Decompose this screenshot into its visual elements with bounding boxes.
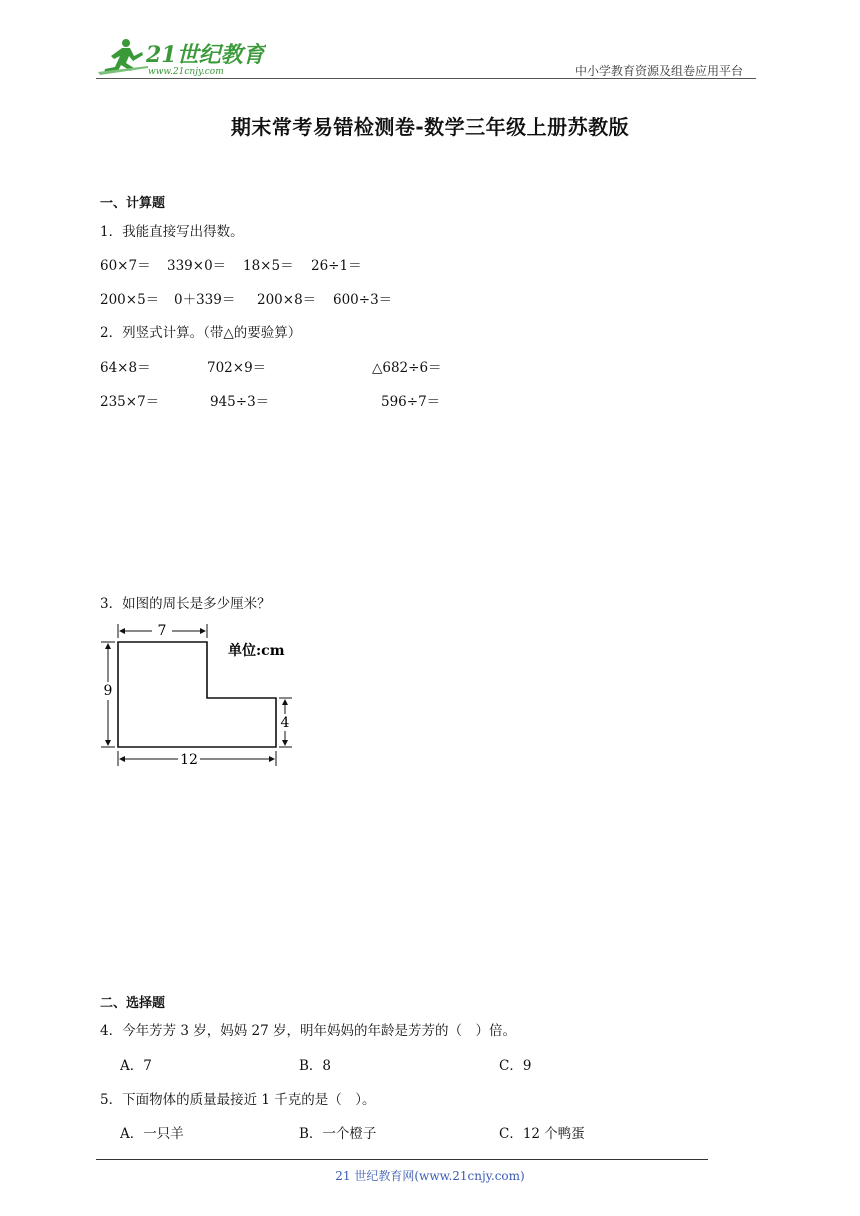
- q5-option-a[interactable]: A．一只羊: [120, 1126, 184, 1142]
- q1-item: 18×5＝: [243, 258, 294, 274]
- left-length-label: 9: [103, 683, 113, 699]
- q1-item: 339×0＝: [167, 258, 227, 274]
- logo-url: www.21cnjy.com: [148, 67, 224, 77]
- q2-item: △682÷6＝: [372, 360, 442, 376]
- q1-item: 200×5＝: [100, 292, 160, 308]
- unit-label: 单位:cm: [228, 643, 285, 659]
- q4-option-b[interactable]: B．8: [299, 1058, 332, 1074]
- q5-option-c[interactable]: C．12 个鸭蛋: [499, 1126, 585, 1142]
- logo-text: 21世纪教育: [146, 42, 265, 68]
- q1-item: 26÷1＝: [311, 258, 362, 274]
- section2-heading: 二、选择题: [100, 996, 166, 1011]
- header-divider: [96, 78, 756, 79]
- q1-item: 200×8＝: [257, 292, 317, 308]
- site-logo: [96, 36, 266, 78]
- l-shape-figure: [96, 620, 306, 770]
- right-length-label: 4: [280, 715, 290, 731]
- q2-item: 235×7＝: [100, 394, 160, 410]
- q2-stem: 2．列竖式计算。（带△的要验算）: [100, 325, 302, 341]
- section1-heading: 一、计算题: [100, 196, 166, 211]
- q2-item: 596÷7＝: [381, 394, 441, 410]
- q5-stem: 5．下面物体的质量最接近 1 千克的是（ ）。: [100, 1092, 376, 1108]
- bottom-length-label: 12: [180, 752, 198, 768]
- footer-link[interactable]: 21 世纪教育网(www.21cnjy.com): [335, 1169, 525, 1183]
- q2-item: 64×8＝: [100, 360, 151, 376]
- q2-item: 702×9＝: [207, 360, 267, 376]
- platform-name: 中小学教育资源及组卷应用平台: [575, 64, 744, 78]
- page-title: 期末常考易错检测卷-数学三年级上册苏教版: [230, 115, 630, 139]
- runner-icon: [98, 39, 148, 75]
- q4-option-a[interactable]: A．7: [120, 1058, 152, 1074]
- q3-stem: 3．如图的周长是多少厘米？: [100, 596, 271, 612]
- q4-stem: 4．今年芳芳 3 岁，妈妈 27 岁，明年妈妈的年龄是芳芳的（ ）倍。: [100, 1023, 517, 1039]
- q5-option-b[interactable]: B．一个橙子: [299, 1126, 377, 1142]
- q2-item: 945÷3＝: [210, 394, 270, 410]
- q1-item: 0＋339＝: [174, 292, 236, 308]
- q1-item: 60×7＝: [100, 258, 151, 274]
- q1-stem: 1．我能直接写出得数。: [100, 224, 244, 240]
- top-length-label: 7: [157, 623, 167, 639]
- footer-divider: [96, 1159, 708, 1160]
- q1-item: 600÷3＝: [333, 292, 393, 308]
- q4-option-c[interactable]: C．9: [499, 1058, 532, 1074]
